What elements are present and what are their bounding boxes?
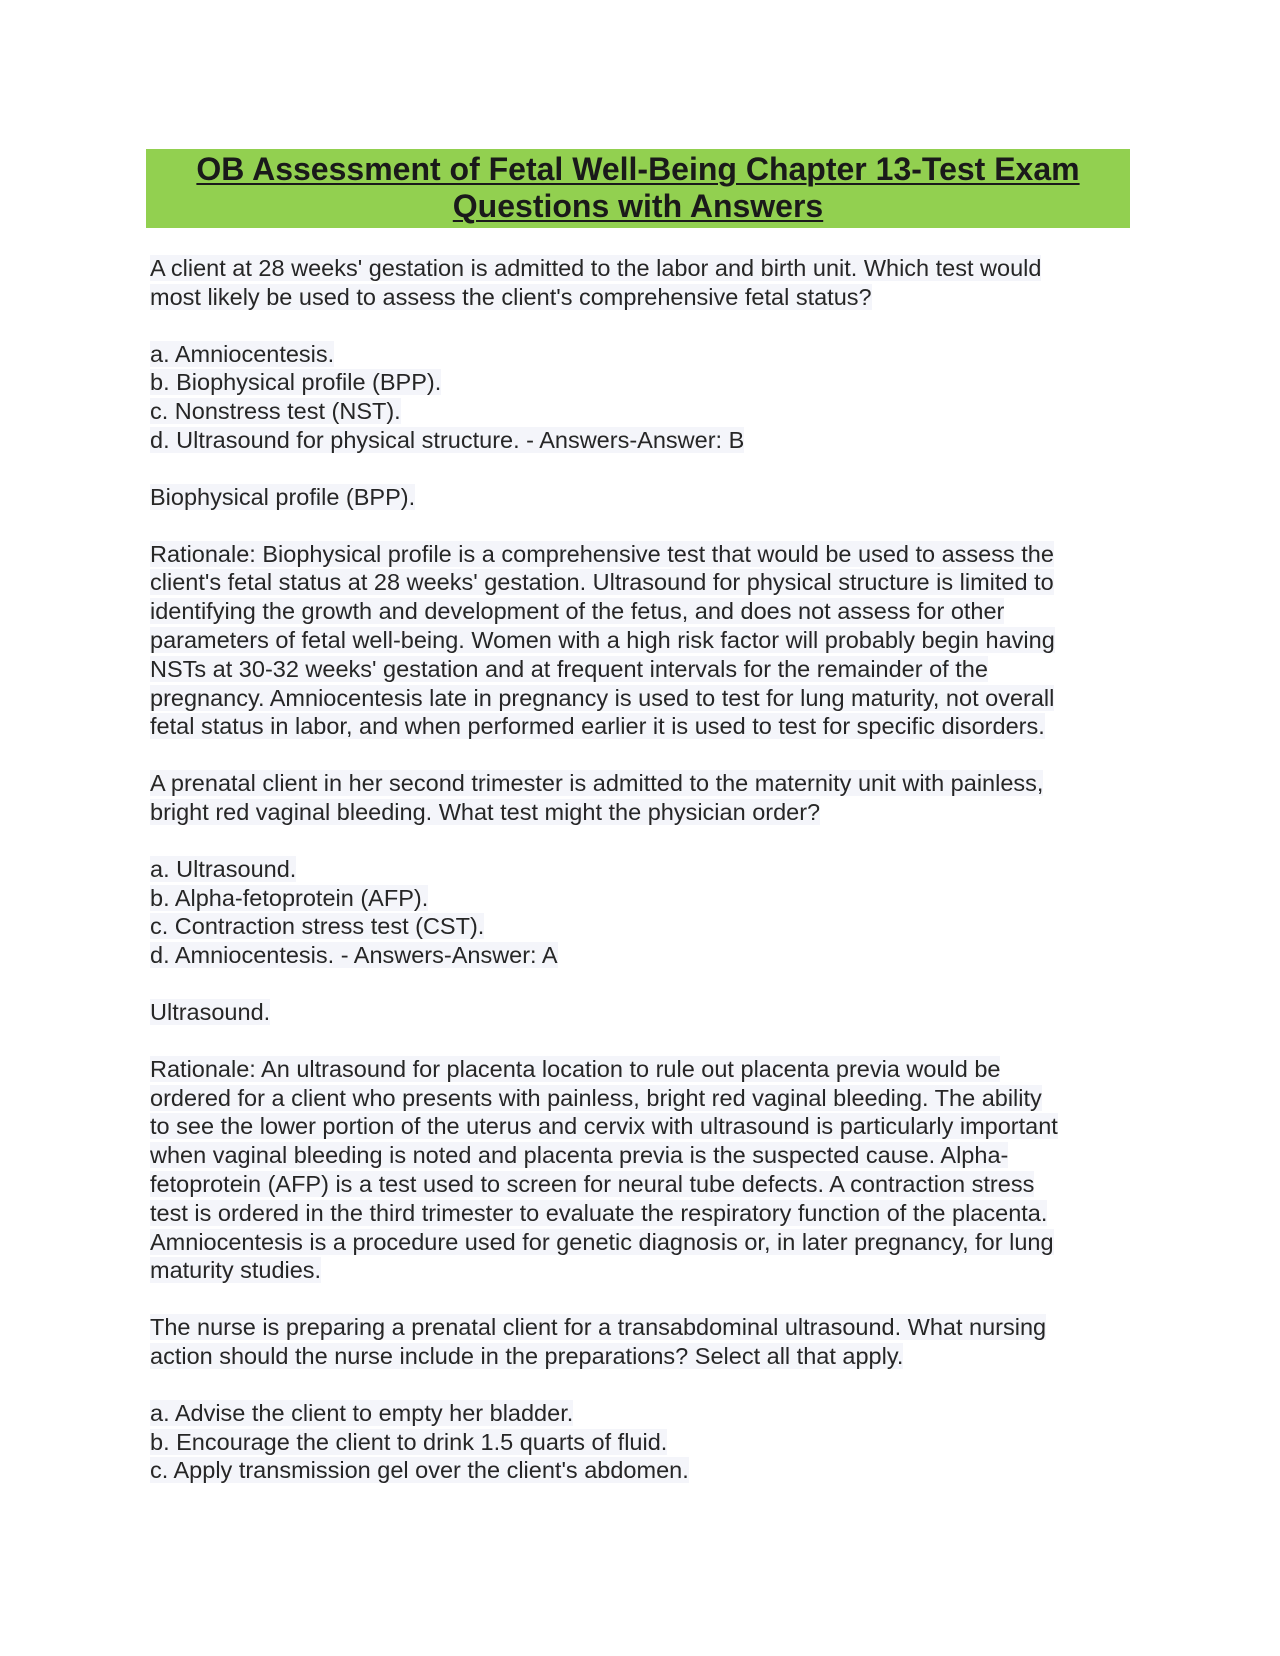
question-text: The nurse is preparing a prenatal client for a transabdominal ultrasound. What nursing (150, 1314, 1047, 1341)
rationale-paragraph (150, 540, 1130, 742)
options-text: b. Biophysical profile (BPP). (150, 369, 442, 396)
rationale-text: NSTs at 30-32 weeks' gestation and at frequent intervals for the remainder of the (150, 655, 988, 682)
options-text: d. Amniocentesis. - Answers-Answer: A (150, 942, 558, 969)
options-line (150, 397, 1130, 426)
rationale-text: fetal status in labor, and when performed earlier it is used to test for specific disorders. (150, 713, 1045, 740)
title-line-2: Questions with Answers (452, 188, 824, 224)
rationale-text: when vaginal bleeding is noted and placenta previa is the suspected cause. Alpha- (150, 1142, 1009, 1169)
rationale-line (150, 1170, 1130, 1199)
rationale-text: client's fetal status at 28 weeks' gestation. Ultrasound for physical structure is limited to (150, 569, 1054, 596)
rationale-line (150, 1055, 1130, 1084)
rationale-text: fetoprotein (AFP) is a test used to screen for neural tube defects. A contraction stress (150, 1170, 1035, 1197)
question-line (150, 283, 1130, 312)
question-line (150, 798, 1130, 827)
rationale-text: identifying the growth and development of the fetus, and does not assess for other (150, 598, 1005, 625)
question-paragraph (150, 1313, 1130, 1371)
answer-text: Ultrasound. (150, 998, 271, 1025)
question-text: most likely be used to assess the client's comprehensive fetal status? (150, 283, 872, 310)
options-text: c. Nonstress test (NST). (150, 398, 401, 425)
options-paragraph (150, 1399, 1130, 1485)
rationale-text: test is ordered in the third trimester to evaluate the respiratory function of the placenta. (150, 1199, 1048, 1226)
title-line-1: OB Assessment of Fetal Well-Being Chapter 13-Test Exam (196, 151, 1080, 187)
answer-line (150, 483, 1130, 512)
options-line (150, 340, 1130, 369)
question-line (150, 1313, 1130, 1342)
options-text: d. Ultrasound for physical structure. - Answers-Answer: B (150, 426, 745, 453)
rationale-line (150, 1141, 1130, 1170)
question-paragraph (150, 769, 1130, 827)
options-line (150, 1428, 1130, 1457)
options-text: b. Encourage the client to drink 1.5 quarts of fluid. (150, 1428, 668, 1455)
options-line (150, 941, 1130, 970)
options-line (150, 1456, 1130, 1485)
question-text: action should the nurse include in the preparations? Select all that apply. (150, 1342, 904, 1369)
rationale-line (150, 540, 1130, 569)
rationale-line (150, 655, 1130, 684)
answer-paragraph (150, 483, 1130, 512)
rationale-line (150, 1228, 1130, 1257)
rationale-line (150, 684, 1130, 713)
rationale-line (150, 597, 1130, 626)
rationale-line (150, 568, 1130, 597)
rationale-text: ordered for a client who presents with painless, bright red vaginal bleeding. The ability (150, 1084, 1042, 1111)
rationale-line (150, 712, 1130, 741)
rationale-paragraph (150, 1055, 1130, 1285)
answer-line (150, 998, 1130, 1027)
options-paragraph (150, 340, 1130, 455)
question-text: bright red vaginal bleeding. What test might the physician order? (150, 798, 821, 825)
rationale-text: Rationale: Biophysical profile is a comprehensive test that would be used to assess the (150, 540, 1054, 567)
options-text: a. Amniocentesis. (150, 340, 335, 367)
rationale-line (150, 1084, 1130, 1113)
options-line (150, 912, 1130, 941)
document-body (150, 254, 1130, 1513)
rationale-line (150, 1199, 1130, 1228)
question-text: A prenatal client in her second trimester is admitted to the maternity unit with painless, (150, 770, 1044, 797)
rationale-line (150, 1256, 1130, 1285)
options-text: c. Apply transmission gel over the client's abdomen. (150, 1457, 689, 1484)
question-paragraph (150, 254, 1130, 312)
options-text: c. Contraction stress test (CST). (150, 913, 485, 940)
options-line (150, 884, 1130, 913)
rationale-text: Amniocentesis is a procedure used for genetic diagnosis or, in later pregnancy, for lung (150, 1228, 1054, 1255)
answer-text: Biophysical profile (BPP). (150, 483, 416, 510)
options-paragraph (150, 855, 1130, 970)
rationale-line (150, 1112, 1130, 1141)
options-text: a. Ultrasound. (150, 855, 297, 882)
answer-paragraph (150, 998, 1130, 1027)
title-banner (146, 149, 1130, 228)
options-line (150, 1399, 1130, 1428)
options-text: b. Alpha-fetoprotein (AFP). (150, 884, 429, 911)
options-line (150, 855, 1130, 884)
rationale-text: maturity studies. (150, 1257, 322, 1284)
rationale-text: to see the lower portion of the uterus and cervix with ultrasound is particularly important (150, 1113, 1058, 1140)
question-text: A client at 28 weeks' gestation is admitted to the labor and birth unit. Which test would (150, 255, 1042, 281)
options-text: a. Advise the client to empty her bladder. (150, 1399, 574, 1426)
question-line (150, 1342, 1130, 1371)
rationale-text: Rationale: An ultrasound for placenta location to rule out placenta previa would be (150, 1055, 1001, 1082)
question-line (150, 254, 1130, 283)
options-line (150, 368, 1130, 397)
options-line (150, 426, 1130, 455)
rationale-text: pregnancy. Amniocentesis late in pregnancy is used to test for lung maturity, not overall (150, 684, 1055, 711)
rationale-line (150, 626, 1130, 655)
rationale-text: parameters of fetal well-being. Women with a high risk factor will probably begin having (150, 626, 1055, 653)
question-line (150, 769, 1130, 798)
